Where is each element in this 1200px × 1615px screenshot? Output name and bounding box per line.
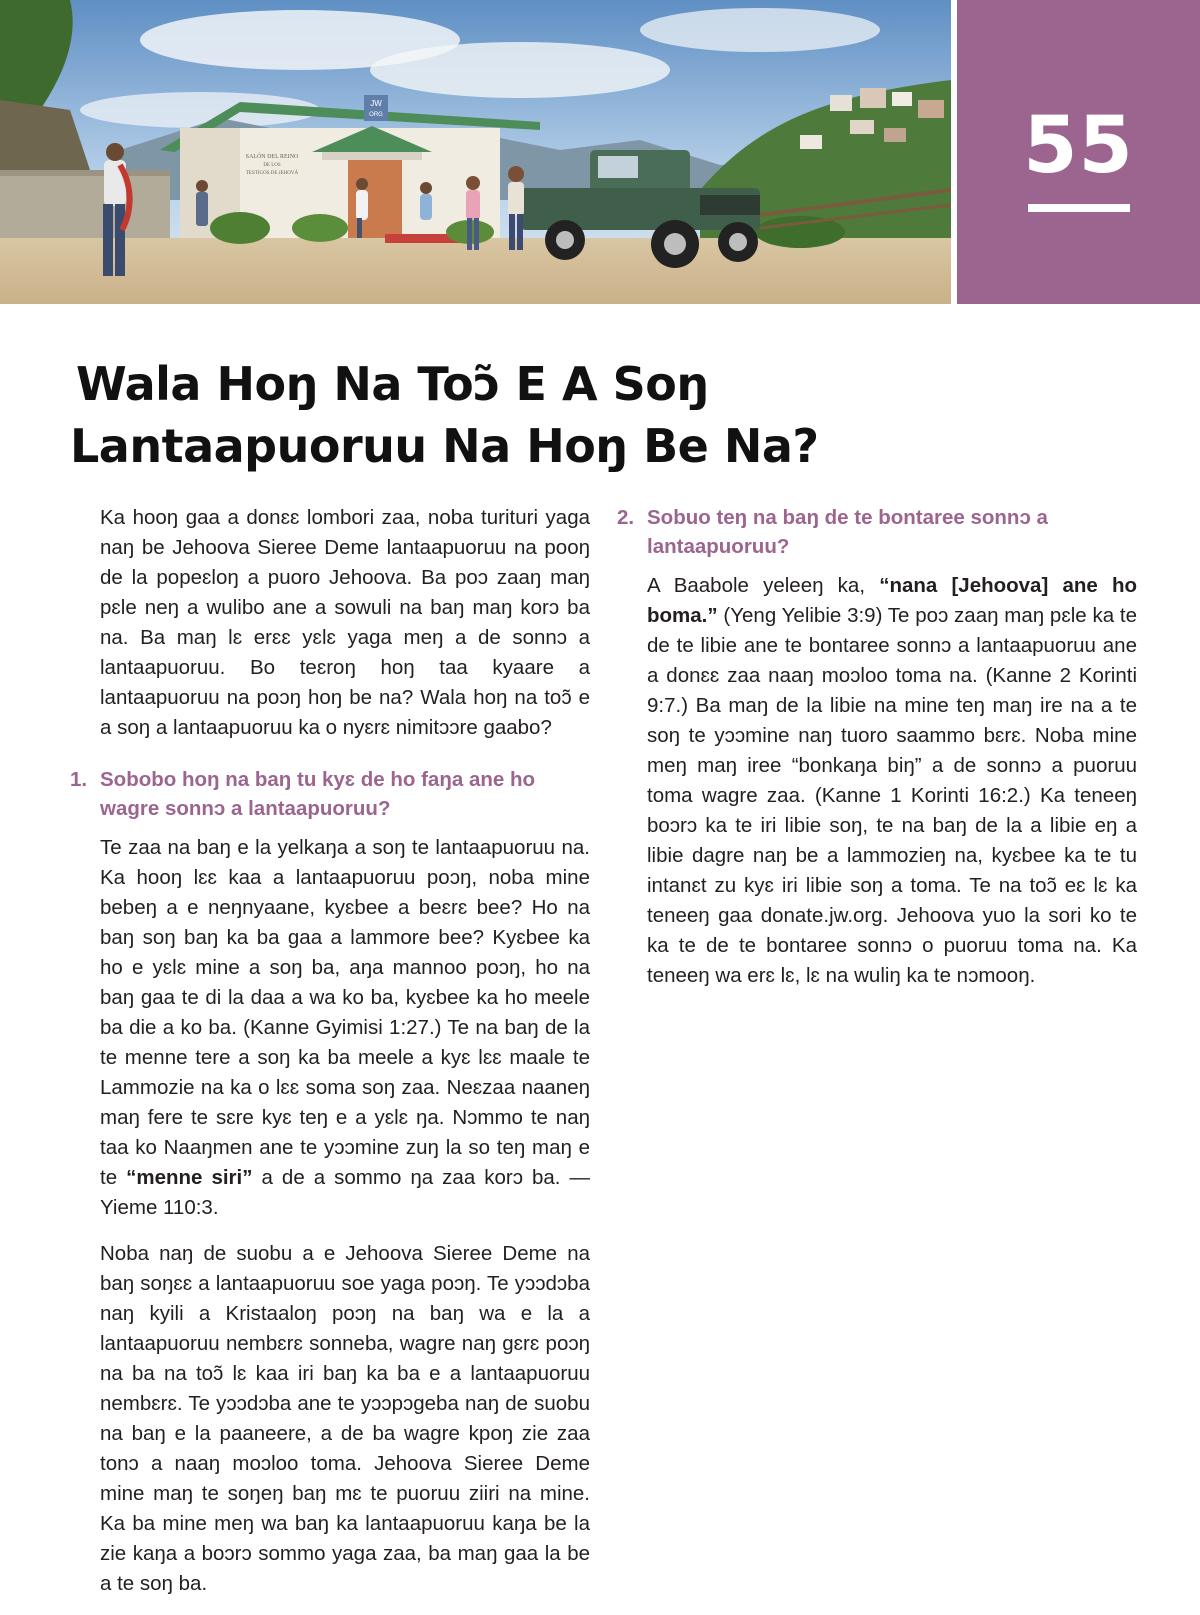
svg-text:DE LOS: DE LOS — [263, 163, 281, 168]
question-2-heading — [617, 503, 1137, 561]
page-title — [70, 353, 970, 477]
section-1-paragraph-2: Noba naŋ de suobu a e Jehoova Sieree Deme na baŋ soŋɛɛ a lantaapuoruu soe yaga poɔŋ. Te yɔɔdɔba naŋ kyili a Kristaaloŋ poɔŋ na baŋ wa e la a lantaapuoruu nembɛrɛ sonneba, wagre naŋ gɛrɛ poɔŋ na ba na toɔ̃ lɛ kaa iri baŋ ka ba e a lantaapuoruu nembɛrɛ. Te yɔɔdɔba ane te yɔɔpɔgeba naŋ de suobu na baŋ e la paaneere, a de ba wagre kpoŋ zie zaa tonɔ a naaŋ moɔloo toma. Jehoova Sieree Deme mine maŋ te soŋeŋ baŋ mɛ te puoruu ziiri na mine. Ka ba mine meŋ wa baŋ ka lantaapuoruu kaŋa be la zie kaŋa a boɔrɔ sommo yaga zaa, ba maŋ gaa la be a te soŋ ba. — [100, 1242, 590, 1595]
right-column — [617, 503, 1137, 1007]
question-1-heading — [70, 765, 590, 823]
section-1-paragraph-1-text-a: Te zaa na baŋ e la yelkaŋa a soŋ te lantaapuoruu na. Ka hooŋ lɛɛ kaa a lantaapuoruu poɔŋ, noba mine bebeŋ a e neŋnyaane, kyɛbee a beɛrɛ bee? Ho na baŋ soŋ baŋ ka ba gaa a lammore bee? Kyɛbee ka ho e yɛlɛ mine a soŋ ba, aŋa mannoo poɔŋ, ho na baŋ gaa te di la daa a wa ko ba, kyɛbee ka ho meele ba die a ko ba. (Kanne Gyimisi 1:27.) Te na baŋ de la te menne tere a soŋ ka ba meele a kyɛ lɛɛ maale te Lammozie na ka o lɛɛ soma soŋ zaa. Neɛzaa naaneŋ maŋ fere te sɛre kyɛ teŋ e a yɛlɛ ŋa. Nɔmmo te naŋ taa ko Naaŋmen ane te yɔɔmine zuŋ la so teŋ maŋ e te — [100, 836, 590, 1189]
question-1-number: 1. — [70, 768, 88, 791]
section-1-emphasis: “menne siri” — [126, 1166, 253, 1189]
question-1-text: Sobobo hoŋ na baŋ tu kyɛ de ho faŋa ane ho wagre sonnɔ a lantaapuoruu? — [100, 768, 536, 820]
lesson-number-panel — [957, 0, 1200, 304]
svg-text:ORG: ORG — [369, 112, 383, 118]
svg-text:JW: JW — [370, 99, 382, 108]
lesson-number: 55 — [1023, 101, 1134, 191]
left-column — [70, 503, 590, 1615]
title-line-2: Lantaapuoruu Na Hoŋ Be Na? — [70, 419, 819, 473]
title-line-1: Wala Hoŋ Na Toɔ̃ E A Soŋ — [76, 357, 709, 411]
svg-text:SALÓN DEL REINO: SALÓN DEL REINO — [245, 154, 299, 160]
kingdom-hall-photo — [0, 0, 951, 304]
svg-text:TESTIGOS DE JEHOVÁ: TESTIGOS DE JEHOVÁ — [245, 171, 299, 176]
intro-paragraph: Ka hooŋ gaa a donɛɛ lombori zaa, noba turituri yaga naŋ be Jehoova Sieree Deme lantaapuoruu na pooŋ de la popeɛloŋ a puoro Jehoova. Ba poɔ zaaŋ maŋ pɛle neŋ a wulibo ane a sowuli na baŋ maŋ korɔ ba na. Ba maŋ lɛ erɛɛ yɛlɛ yaga meŋ a de sonnɔ a lantaapuoruu. Bo teɛroŋ hoŋ taa kyaare a lantaapuoruu na poɔŋ hoŋ be na? Wala hoŋ na toɔ̃ e a soŋ a lantaapuoruu ka o nyɛrɛ nimitɔɔre gaabo? — [100, 506, 590, 739]
section-2-paragraph-1 — [647, 571, 1137, 991]
question-2-text: Sobuo teŋ na baŋ de te bontaree sonnɔ a lantaapuoruu? — [647, 506, 1048, 558]
section-2-emphasis: “nana [Jehoova] ane ho boma.” — [647, 574, 1137, 627]
section-2-paragraph-1-text-a: A Baabole yeleeŋ ka, — [647, 574, 866, 597]
section-1-paragraph-1-text-b: a de a sommo ŋa zaa korɔ ba. —Yieme 110:3. — [100, 1166, 590, 1219]
lesson-number-underline — [1028, 204, 1130, 212]
section-2-paragraph-1-text-b: (Yeng Yelibie 3:9) Te poɔ zaaŋ maŋ pɛle ka te de te libie ane te bontaree sonnɔ a lantaapuoruu ane a donɛɛ zaa naaŋ moɔloo toma na. (Kanne 2 Korinti 9:7.) Ba maŋ de la libie na mine teŋ maŋ ire na a te soŋ te yɔɔmine naŋ tuoro saammo bɛrɛ. Noba mine meŋ maŋ iree “bonkaŋa biŋ” a de sonnɔ a puoruu toma wagre zaa. (Kanne 1 Korinti 16:2.) Ka teneeŋ boɔrɔ ka te iri libie soŋ, te na baŋ de la a libie eŋ a libie dagre naŋ be a lammozieŋ na, kyɛbee ka te tu intanɛt zu kyɛ iri libie soŋ a toma. Te na toɔ̃ eɛ lɛ ka teneeŋ gaa donate.jw.org. Jehoova yuo la sori ko te ka te de te bontaree sonnɔ o puoruu toma na. Ka teneeŋ wa erɛ lɛ, lɛ na wuliŋ ka te nɔmooŋ. — [647, 604, 1137, 987]
section-1-paragraph-1 — [100, 833, 590, 1223]
question-2-number: 2. — [617, 506, 635, 529]
